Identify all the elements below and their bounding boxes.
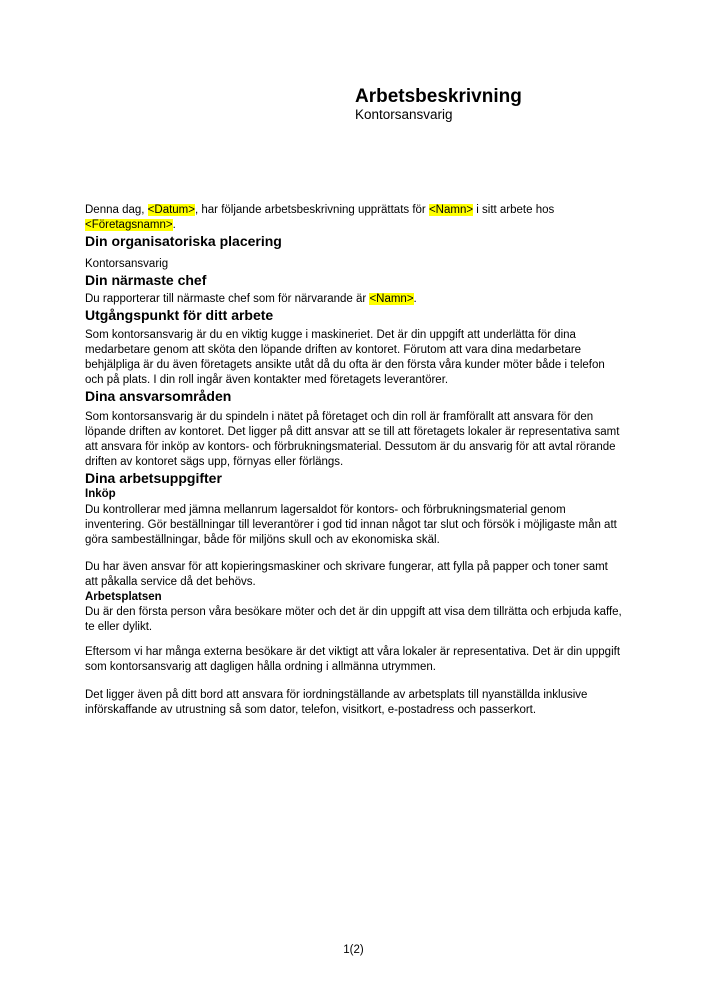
section-heading-utgangspunkt: Utgångspunkt för ditt arbete: [85, 307, 274, 323]
chef-name-placeholder-highlight: <Namn>: [369, 293, 414, 305]
date-placeholder-highlight: <Datum>: [147, 204, 195, 216]
company-placeholder-highlight: <Företagsnamn>: [85, 219, 173, 231]
intro-text-3: i sitt arbete hos: [473, 204, 555, 216]
chef-text-1: Du rapporterar till närmaste chef som för närvarande är: [85, 293, 370, 305]
arbetsplatsen-paragraph-3: Det ligger även på ditt bord att ansvara för iordningställande av arbetsplats till nyanställda inklusive införskaffande av utrustning så som dator, telefon, visitkort, e-postadress och passerkort.: [85, 689, 588, 716]
section-heading-ansvarsomraden: Dina ansvarsområden: [85, 388, 232, 404]
intro-paragraph: [85, 203, 622, 233]
arbetsplatsen-paragraph-1: Du är den första person våra besökare möter och det är din uppgift att visa dem tillrätta och erbjuda kaffe, te eller dylikt.: [85, 606, 622, 633]
intro-text-4: .: [172, 219, 176, 231]
document-content: [85, 0, 622, 718]
page-number: 1(2): [343, 944, 364, 956]
section-heading-arbetsuppgifter: Dina arbetsuppgifter: [85, 470, 222, 486]
section-body-utgangspunkt: Som kontorsansvarig är du en viktig kugge i maskineriet. Det är din uppgift att underlätta för dina medarbetare genom att sköta den löpande driften av kontoret. Förutom att vara dina medarbetare behjälpliga är du även företagets ansikte utåt då du ofta är den första våra kunder möter både i telefon och på plats. I din roll ingår även kontakter med företagets leverantörer.: [85, 329, 605, 386]
inkop-paragraph-1: Du kontrollerar med jämna mellanrum lagersaldot för kontors- och förbrukningsmaterial genom inventering. Gör beställningar till leverantörer i god tid innan något tar slut och försök i möjligaste mån att göra sambeställningar, både för miljöns skull och av ekonomiska skäl.: [85, 504, 617, 546]
name-placeholder-highlight: <Namn>: [428, 204, 474, 216]
section-heading-narmaste-chef: Din närmaste chef: [85, 272, 207, 288]
chef-text-2: .: [413, 293, 417, 305]
intro-text-1: Denna dag,: [85, 204, 148, 216]
title-block: [355, 0, 622, 123]
arbetsplatsen-paragraph-2: Eftersom vi har många externa besökare är det viktigt att våra lokaler är representativa. Det är din uppgift som kontorsansvarig att dagligen hålla ordning i allmänna utrymmen.: [85, 646, 621, 673]
inkop-paragraph-2: Du har även ansvar för att kopieringsmaskiner och skrivare fungerar, att fylla på papper och toner samt att påkalla service då det behövs.: [85, 561, 608, 588]
document-title: Arbetsbeskrivning: [355, 86, 522, 107]
section-body-narmaste-chef: [85, 292, 622, 307]
intro-text-2: , har följande arbetsbeskrivning upprättats för: [194, 204, 429, 216]
document-subtitle: Kontorsansvarig: [355, 107, 453, 122]
section-body-organisatorisk-placering: Kontorsansvarig: [85, 258, 169, 270]
section-body-ansvarsomraden: Som kontorsansvarig är du spindeln i nätet på företaget och din roll är framförallt att ansvara för den löpande driften av kontoret. Det ligger på ditt ansvar att se till att företagets lokaler är representativa samt att ansvara för inköp av kontors- och förbrukningsmaterial. Dessutom är du ansvarig för att avtal rörande driften av kontoret sägs upp, förnyas eller förlängs.: [85, 411, 620, 468]
subsection-heading-arbetsplatsen: Arbetsplatsen: [85, 591, 162, 603]
section-heading-organisatorisk-placering: Din organisatoriska placering: [85, 233, 282, 249]
subsection-heading-inkop: Inköp: [85, 488, 116, 500]
